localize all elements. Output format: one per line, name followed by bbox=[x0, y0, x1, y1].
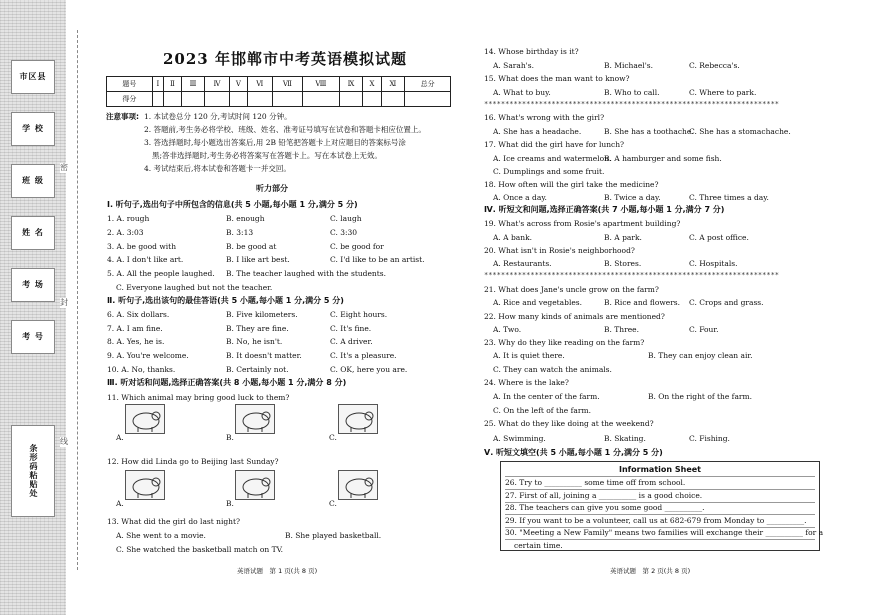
score-cell bbox=[181, 92, 205, 107]
score-header-cell: Ⅱ bbox=[164, 77, 182, 92]
option-text: C. It's fine. bbox=[330, 324, 372, 333]
option-text: A. Restaurants. bbox=[493, 259, 552, 268]
option-text: B. 3:13 bbox=[226, 228, 254, 237]
question-text: C. Everyone laughed but not the teacher. bbox=[116, 283, 273, 292]
score-cell bbox=[381, 92, 405, 107]
score-header-cell: Ⅹ bbox=[363, 77, 381, 92]
question-text: 15. What does the man want to know? bbox=[484, 74, 630, 83]
score-header-cell: Ⅶ bbox=[272, 77, 303, 92]
section-heading: Ⅴ. 听短文填空(共 5 小题,每小题 1 分,满分 5 分) bbox=[484, 448, 663, 457]
option-text: C. laugh bbox=[330, 214, 362, 223]
option-text: B. Skating. bbox=[604, 434, 646, 443]
option-text: 10. A. No, thanks. bbox=[107, 365, 176, 374]
option-text: A. It is quiet there. bbox=[493, 351, 565, 360]
option-text: B. She played basketball. bbox=[285, 531, 382, 540]
note-item: 2. 答题前,考生务必将学校、班级、姓名、准考证号填写在试卷和答题卡相应位置上。 bbox=[144, 125, 426, 134]
option-text: C. Hospitals. bbox=[689, 259, 738, 268]
question-text: 19. What's across from Rosie's apartment building? bbox=[484, 219, 681, 228]
option-text: C. Crops and grass. bbox=[689, 298, 764, 307]
score-header-cell: Ⅷ bbox=[303, 77, 340, 92]
score-cell bbox=[339, 92, 363, 107]
note-item: 1. 本试卷总分 120 分,考试时间 120 分钟。 bbox=[144, 112, 292, 121]
picture-option-label: C. bbox=[329, 433, 337, 442]
barcode-label: 条形码粘贴处 bbox=[29, 444, 38, 498]
option-text: B. I like art best. bbox=[226, 255, 290, 264]
option-text: C. Eight hours. bbox=[330, 310, 388, 319]
option-text: C. be good for bbox=[330, 242, 384, 251]
footer-page-1: 英语试题 第 1 页(共 8 页) bbox=[237, 567, 318, 575]
note-item: 3. 答选择题时,每小题选出答案后,用 2B 铅笔把答题卡上对应题目的答案标号涂 bbox=[144, 138, 406, 147]
section-heading: Ⅱ. 听句子,选出该句的最佳答语(共 5 小题,每小题 1 分,满分 5 分) bbox=[107, 296, 344, 305]
question-text: C. They can watch the animals. bbox=[493, 365, 612, 374]
option-text: C. Rebecca's. bbox=[689, 61, 740, 70]
option-text: B. be good at bbox=[226, 242, 277, 251]
separator-stars: ********************************************************************** bbox=[484, 101, 780, 108]
option-text: B. Rice and flowers. bbox=[604, 298, 681, 307]
sheet-rule bbox=[505, 489, 815, 490]
option-text: A. Once a day. bbox=[493, 193, 547, 202]
fill-in-item: 27. First of all, joining a __________ is a good choice. bbox=[505, 490, 703, 500]
option-text: 9. A. You're welcome. bbox=[107, 351, 189, 360]
fill-in-item: 29. If you want to be a volunteer, call us at 682-679 from Monday to __________. bbox=[505, 515, 807, 525]
question-text: 18. How often will the girl take the medicine? bbox=[484, 180, 659, 189]
option-text: C. Where to park. bbox=[689, 88, 757, 97]
option-text: C. A post office. bbox=[689, 233, 749, 242]
option-text: A. Swimming. bbox=[493, 434, 546, 443]
dog-picture bbox=[125, 404, 165, 434]
binding-field: 姓 名 bbox=[11, 216, 55, 250]
seal-line bbox=[77, 30, 78, 570]
sheet-rule bbox=[505, 539, 815, 540]
question-text: 25. What do they like doing at the weekend? bbox=[484, 419, 654, 428]
option-text: C. She has a stomachache. bbox=[689, 127, 791, 136]
score-header-cell: 题号 bbox=[107, 77, 153, 92]
fill-in-item: 28. The teachers can give you some good __________. bbox=[505, 503, 705, 512]
question-text: 16. What's wrong with the girl? bbox=[484, 113, 605, 122]
question-text: 24. Where is the lake? bbox=[484, 378, 569, 387]
question-text: 23. Why do they like reading on the farm? bbox=[484, 338, 645, 347]
option-text: C. It's a pleasure. bbox=[330, 351, 397, 360]
barcode-area bbox=[11, 425, 55, 517]
score-header-cell: Ⅺ bbox=[381, 77, 405, 92]
score-header-cell: Ⅳ bbox=[205, 77, 229, 92]
question-text: 22. How many kinds of animals are mentioned? bbox=[484, 312, 665, 321]
plane-picture bbox=[235, 470, 275, 500]
option-text: B. Three. bbox=[604, 325, 639, 334]
horse-picture bbox=[235, 404, 275, 434]
option-text: B. enough bbox=[226, 214, 265, 223]
option-text: B. No, he isn't. bbox=[226, 337, 283, 346]
option-text: 2. A. 3:03 bbox=[107, 228, 144, 237]
page-title: 2023 年邯郸市中考英语模拟试题 bbox=[163, 50, 407, 68]
score-header-cell: Ⅴ bbox=[229, 77, 247, 92]
question-text: C. She watched the basketball match on TV. bbox=[116, 545, 284, 554]
score-cell bbox=[152, 92, 163, 107]
picture-option-label: B. bbox=[226, 499, 234, 508]
question-text: 17. What did the girl have for lunch? bbox=[484, 140, 625, 149]
separator-stars: ********************************************************************** bbox=[484, 272, 780, 279]
score-table bbox=[106, 76, 451, 107]
picture-option-label: A. bbox=[116, 499, 124, 508]
footer-page-2: 英语试题 第 2 页(共 8 页) bbox=[610, 567, 691, 575]
question-text: 20. What isn't in Rosie's neighborhood? bbox=[484, 246, 635, 255]
question-text: 13. What did the girl do last night? bbox=[107, 517, 241, 526]
score-header-cell: Ⅰ bbox=[152, 77, 163, 92]
question-text: 14. Whose birthday is it? bbox=[484, 47, 579, 56]
option-text: B. A park. bbox=[604, 233, 642, 242]
train-picture bbox=[338, 470, 378, 500]
option-text: B. Michael's. bbox=[604, 61, 653, 70]
notes-label: 注意事项: bbox=[106, 112, 139, 121]
score-cell bbox=[205, 92, 229, 107]
option-text: A. Two. bbox=[493, 325, 522, 334]
score-header-cell: Ⅲ bbox=[181, 77, 205, 92]
note-item: 4. 考试结束后,将本试卷和答题卡一并交回。 bbox=[144, 164, 291, 173]
listening-section-title: 听力部分 bbox=[256, 184, 288, 193]
score-cell bbox=[363, 92, 381, 107]
score-cell bbox=[248, 92, 272, 107]
option-text: B. They can enjoy clean air. bbox=[648, 351, 753, 360]
picture-option-label: B. bbox=[226, 433, 234, 442]
option-text: 4. A. I don't like art. bbox=[107, 255, 184, 264]
binding-field: 考 号 bbox=[11, 320, 55, 354]
option-text: A. In the center of the farm. bbox=[493, 392, 600, 401]
score-cell bbox=[272, 92, 303, 107]
option-text: C. OK, here you are. bbox=[330, 365, 408, 374]
question-text: C. On the left of the farm. bbox=[493, 406, 591, 415]
option-text: 7. A. I am fine. bbox=[107, 324, 163, 333]
fill-in-item: 30. "Meeting a New Family" means two families will exchange their __________ for a bbox=[505, 528, 824, 537]
sheet-rule bbox=[505, 514, 815, 515]
score-header-cell: Ⅸ bbox=[339, 77, 363, 92]
binding-field: 市区县 bbox=[11, 60, 55, 94]
section-heading: Ⅰ. 听句子,选出句子中所包含的信息(共 5 小题,每小题 1 分,满分 5 分) bbox=[107, 200, 358, 209]
picture-option-label: C. bbox=[329, 499, 337, 508]
score-header-cell: 总分 bbox=[405, 77, 451, 92]
question-text: 11. Which animal may bring good luck to them? bbox=[107, 393, 290, 402]
fill-in-item: certain time. bbox=[514, 540, 563, 550]
information-sheet bbox=[500, 461, 824, 551]
binding-field: 考 场 bbox=[11, 268, 55, 302]
score-header-cell: Ⅵ bbox=[248, 77, 272, 92]
option-text: C. I'd like to be an artist. bbox=[330, 255, 425, 264]
section-heading: Ⅳ. 听短文和问题,选择正确答案(共 7 小题,每小题 1 分,满分 7 分) bbox=[484, 205, 725, 214]
option-text: A. She has a headache. bbox=[493, 127, 582, 136]
question-text: 12. How did Linda go to Beijing last Sunday? bbox=[107, 457, 279, 466]
seal-char-feng: 封 bbox=[60, 298, 68, 307]
option-text: C. Three times a day. bbox=[689, 193, 769, 202]
hamburger-picture bbox=[125, 470, 165, 500]
section-heading: Ⅲ. 听对话和问题,选择正确答案(共 8 小题,每小题 1 分,满分 8 分) bbox=[107, 378, 347, 387]
binding-field: 学 校 bbox=[11, 112, 55, 146]
binding-field: 班 级 bbox=[11, 164, 55, 198]
option-text: C. Fishing. bbox=[689, 434, 730, 443]
option-text: 1. A. rough bbox=[107, 214, 150, 223]
option-text: A. What to buy. bbox=[493, 88, 551, 97]
option-text: A. She went to a movie. bbox=[116, 531, 206, 540]
option-text: B. She has a toothache. bbox=[604, 127, 694, 136]
option-text: B. They are fine. bbox=[226, 324, 289, 333]
option-text: B. Certainly not. bbox=[226, 365, 289, 374]
option-text: B. Five kilometers. bbox=[226, 310, 298, 319]
score-cell bbox=[164, 92, 182, 107]
question-text: 21. What does Jane's uncle grow on the farm? bbox=[484, 285, 659, 294]
option-text: 3. A. be good with bbox=[107, 242, 177, 251]
option-text: B. Stores. bbox=[604, 259, 642, 268]
option-text: 5. A. All the people laughed. bbox=[107, 269, 215, 278]
option-text: C. A driver. bbox=[330, 337, 373, 346]
sheet-rule bbox=[505, 476, 815, 477]
option-text: A. Rice and vegetables. bbox=[493, 298, 583, 307]
option-text: B. It doesn't matter. bbox=[226, 351, 302, 360]
option-text: C. 3:30 bbox=[330, 228, 358, 237]
option-text: A. A bank. bbox=[493, 233, 533, 242]
seal-char-mi: 密 bbox=[60, 163, 68, 172]
note-item: 黑;答非选择题时,考生务必将答案写在答题卡上。写在本试卷上无效。 bbox=[152, 151, 382, 160]
score-cell bbox=[229, 92, 247, 107]
option-text: B. The teacher laughed with the students. bbox=[226, 269, 386, 278]
option-text: B. On the right of the farm. bbox=[648, 392, 752, 401]
option-text: B. Who to call. bbox=[604, 88, 660, 97]
option-text: B. Twice a day. bbox=[604, 193, 661, 202]
score-cell bbox=[303, 92, 340, 107]
information-sheet-title: Information Sheet bbox=[618, 465, 701, 474]
option-text: B. A hamburger and some fish. bbox=[604, 154, 722, 163]
picture-option-label: A. bbox=[116, 433, 124, 442]
option-text: A. Sarah's. bbox=[493, 61, 534, 70]
pig-picture bbox=[338, 404, 378, 434]
question-text: C. Dumplings and some fruit. bbox=[493, 167, 605, 176]
option-text: 8. A. Yes, he is. bbox=[107, 337, 165, 346]
score-cell bbox=[405, 92, 451, 107]
option-text: A. Ice creams and watermelon. bbox=[493, 154, 612, 163]
option-text: C. Four. bbox=[689, 325, 719, 334]
fill-in-item: 26. Try to __________ some time off from school. bbox=[505, 478, 686, 487]
seal-char-xian: 线 bbox=[60, 437, 68, 446]
option-text: 6. A. Six dollars. bbox=[107, 310, 170, 319]
score-row-label: 得分 bbox=[107, 92, 153, 107]
